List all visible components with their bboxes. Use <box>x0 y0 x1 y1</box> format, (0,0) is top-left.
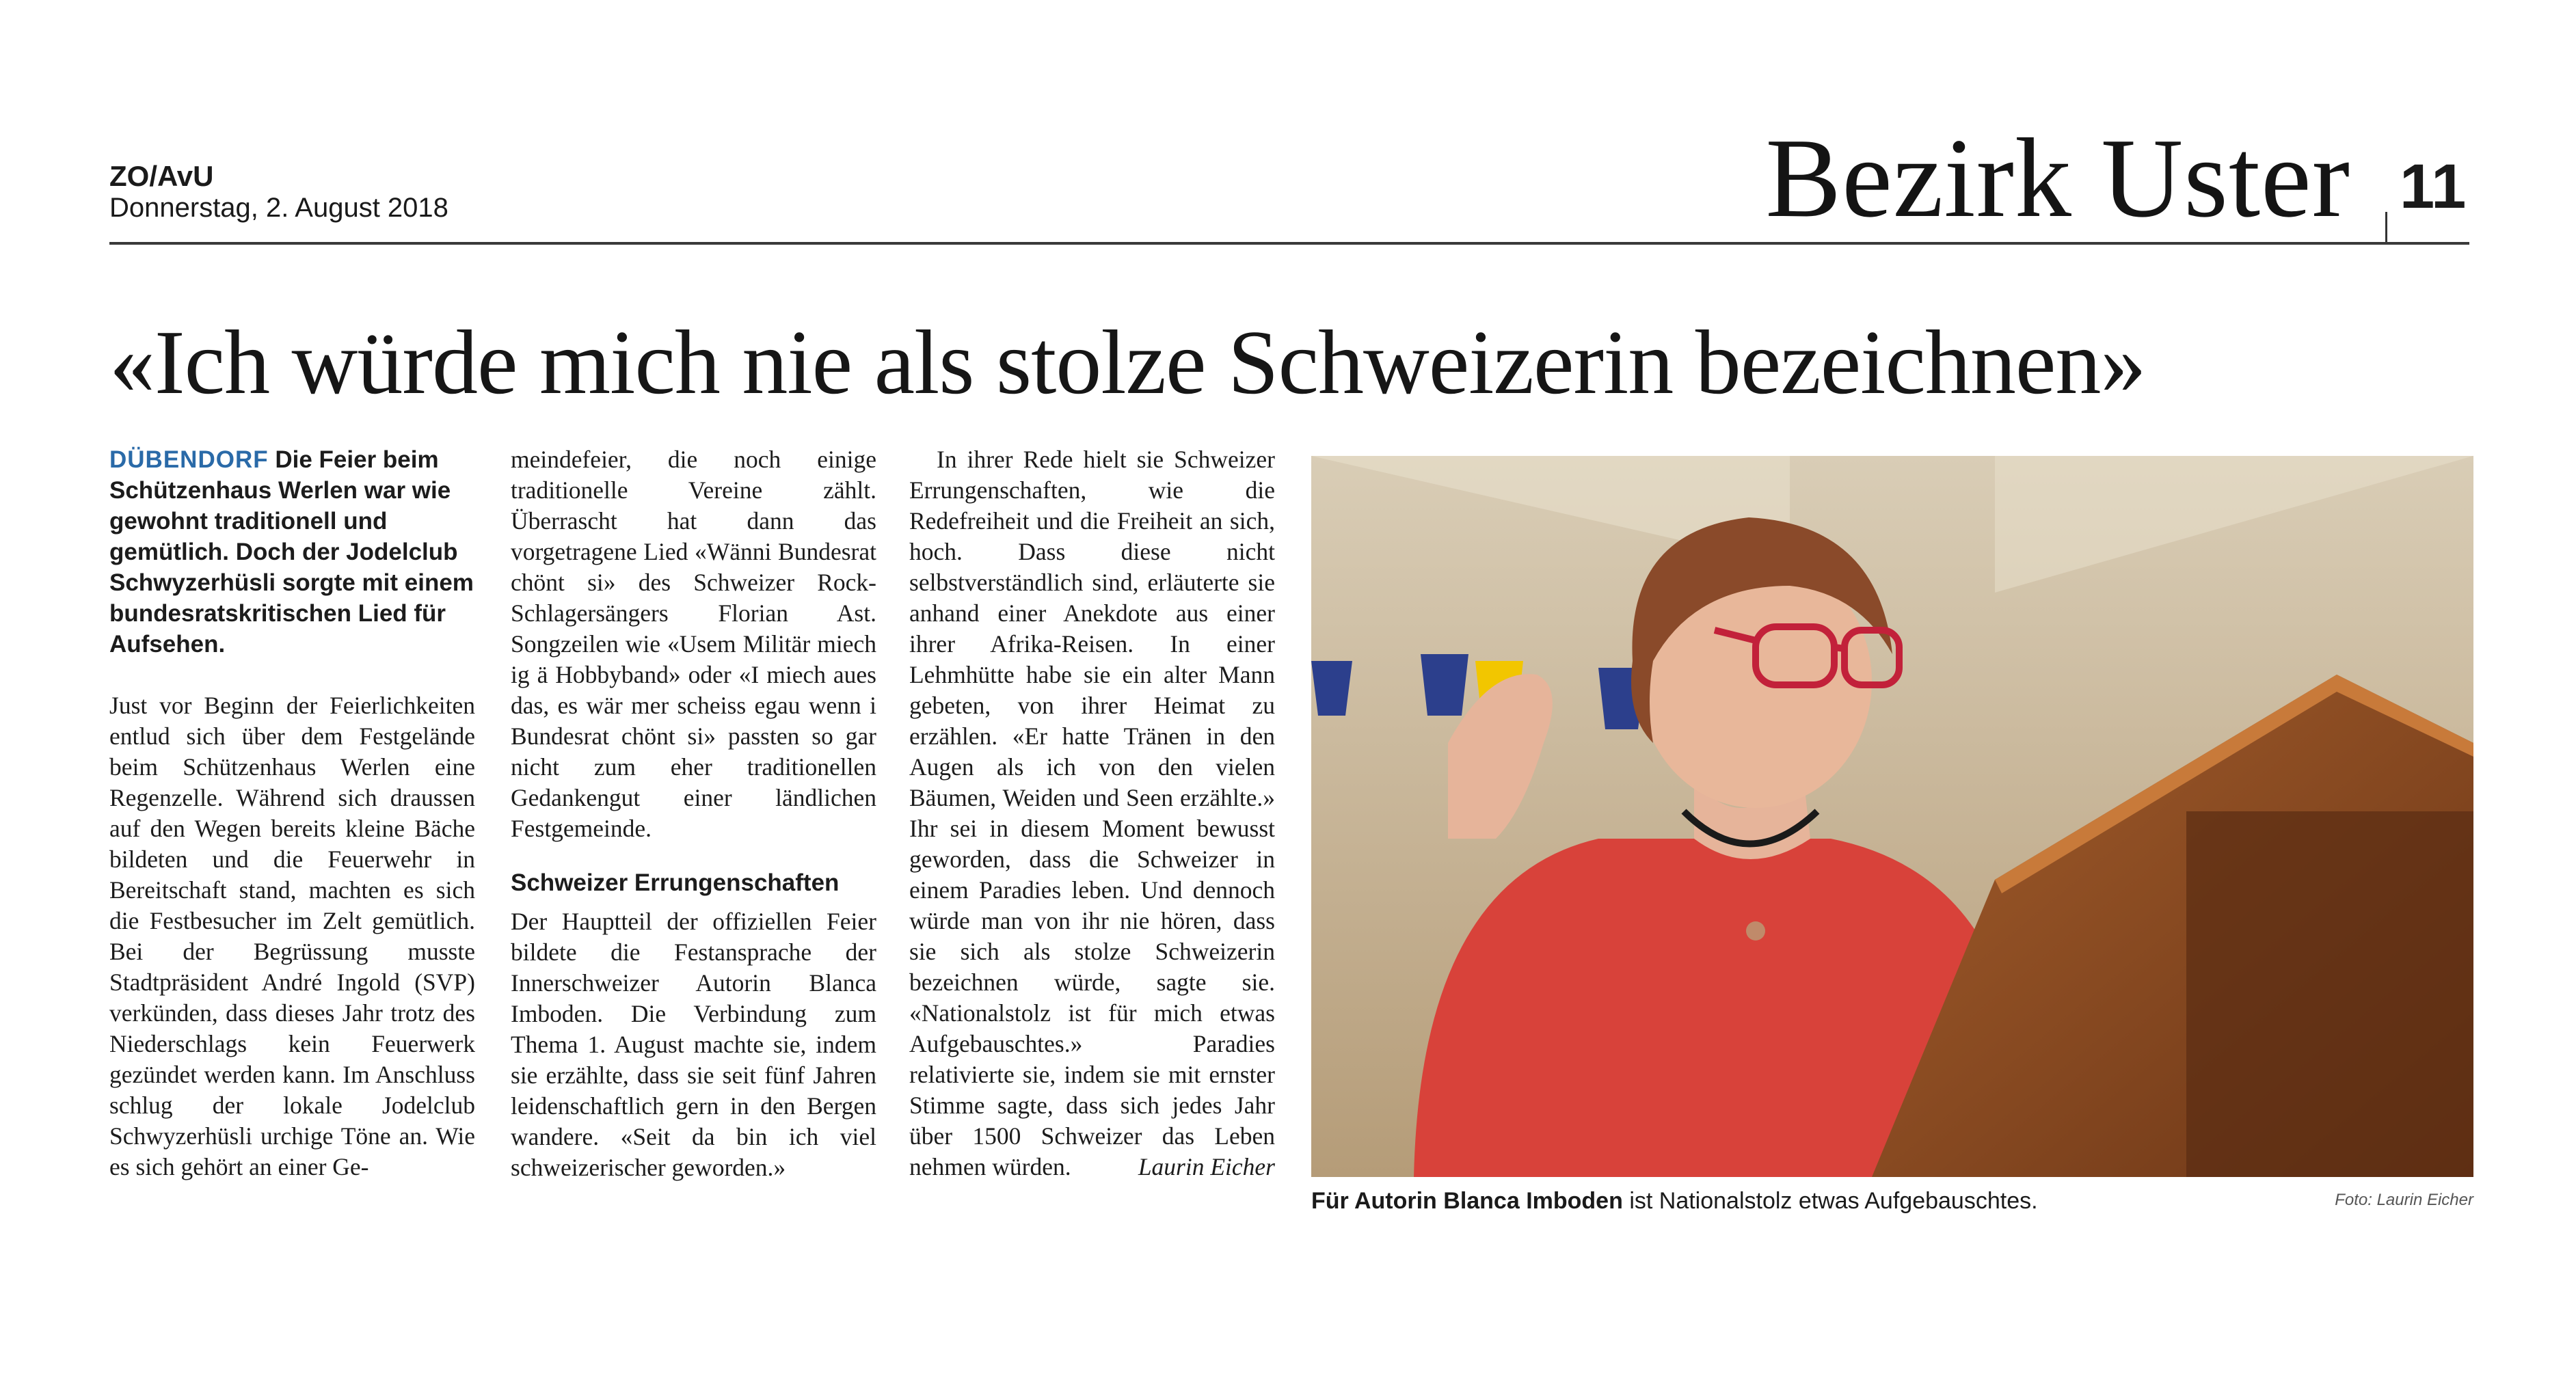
photo-credit: Foto: Laurin Eicher <box>2335 1191 2473 1209</box>
body-paragraph: Just vor Beginn der Feierlichkeiten entlud sich über dem Festgelände beim Schützenhaus Werlen eine Regenzelle. Während sich draussen auf den Wegen bereits kleine Bäche bildeten und die Feuerwehr in Bereitschaft stand, machten es sich die Festbesucher im Zelt gemütlich. Bei der Begrüssung musste Stadtpräsident André Ingold (SVP) verkünden, dass dieses Jahr trotz des Niederschlags kein Feuerwerk gezündet werden kann. Im Anschluss schlug der lokale Jodelclub Schwyzerhüsli urchige Töne an. Wie es sich gehört an einer Ge- <box>109 692 475 1180</box>
page-number: 11 <box>2400 152 2467 221</box>
caption-bold: Für Autorin Blanca Imboden <box>1311 1188 1623 1214</box>
body-paragraph <box>909 444 1275 1182</box>
article-column-3 <box>909 444 1275 1182</box>
article-author: Laurin Eicher <box>1138 1153 1275 1180</box>
header-rule <box>109 242 2469 245</box>
publication-date: Donnerstag, 2. August 2018 <box>109 193 448 223</box>
photo-caption <box>1311 1186 2038 1216</box>
article-photo <box>1311 456 2473 1177</box>
article-column-1 <box>109 444 475 1182</box>
photo-illustration <box>1311 456 2473 1177</box>
lead-text: Die Feier beim Schützenhaus Werlen war wie gewohnt traditionell und gemütlich. Doch der Jodelclub Schwyzerhüsli sorgte mit einem bundesratskritischen Lied für Aufsehen. <box>109 446 474 658</box>
publication-info <box>109 161 448 224</box>
body-paragraph: Der Hauptteil der offiziellen Feier bildete die Festansprache der Innerschweizer Autorin Blanca Imboden. Die Verbindung zum Thema 1. August machte sie, indem sie erzählte, dass sie seit fünf Jahren leidenschaftlich gern in den Bergen wandere. «Seit da bin ich viel schweizerischer geworden.» <box>511 908 876 1181</box>
article-lead <box>109 444 475 660</box>
caption-text: ist Nationalstolz etwas Aufgebauschtes. <box>1622 1188 2038 1214</box>
article-column-2 <box>511 444 876 1183</box>
body-text: In ihrer Rede hielt sie Schweizer Errungenschaften, wie die Redefreiheit und die Freiheit an sich, hoch. Dass diese nicht selbstverständlich sind, erläuterte sie anhand einer Anekdote aus einer ihrer Afrika-Reisen. In einer Lehmhütte habe sie ein alter Mann gebeten, von ihrer Heimat zu erzählen. «Er hatte Tränen in den Augen als ich von den vielen Bäumen, Weiden und Seen erzählte.» Ihr sei in diesem Moment bewusst geworden, dass die Schweizer in einem Paradies leben. Und dennoch würde man von ihr nie hören, dass sie sich als stolze Schweizerin bezeichnen würde, sagte sie. «Nationalstolz ist für mich etwas Aufgebauschtes.» Paradies relativierte sie, indem sie mit ernster Stimme sagte, dass sich jedes Jahr über 1500 Schweizer das Leben nehmen würden. <box>909 446 1275 1180</box>
body-paragraph: meindefeier, die noch einige traditionelle Vereine zählt. Überrascht hat dann das vorgetragene Lied «Wänni Bundesrat chönt si» des Schweizer Rock-Schlagersängers Florian Ast. Songzeilen wie «Usem Militär miech ig ä Hobbyband» oder «I miech aues das, es wär mer scheiss egau wenn i Bundesrat chönt si» passten so gar nicht zum eher traditionellen Gedankengut einer ländlichen Festgemeinde. <box>511 446 876 842</box>
section-divider <box>2385 212 2387 243</box>
section-title: Bezirk Uster <box>1765 115 2350 241</box>
publication-name: ZO/AvU <box>109 160 214 192</box>
dateline: DÜBENDORF <box>109 446 269 473</box>
article-headline: «Ich würde mich nie als stolze Schweizerin bezeichnen» <box>109 312 2146 413</box>
article-subhead: Schweizer Errungenschaften <box>511 869 840 896</box>
